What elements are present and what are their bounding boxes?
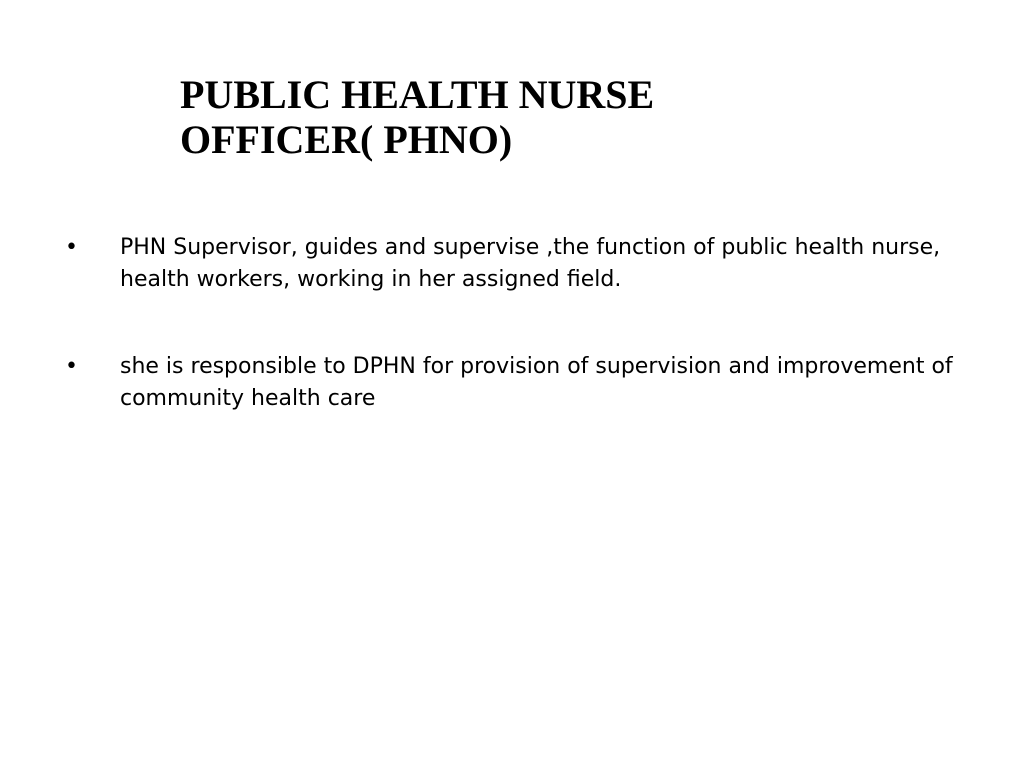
bullet-icon: •	[65, 354, 78, 379]
bullet-item-1	[62, 232, 962, 296]
slide-title	[160, 72, 840, 162]
bullet-text-1: PHN Supervisor, guides and supervise ,the function of public health nurse, health workers, working in her assigned field.	[120, 235, 941, 292]
title-line-2: OFFICER( PHNO)	[180, 117, 513, 162]
bullet-item-2	[62, 351, 962, 415]
bullet-icon: •	[65, 235, 78, 260]
title-line-1: PUBLIC HEALTH NURSE	[180, 72, 655, 117]
bullet-list	[62, 232, 962, 470]
bullet-text-2: she is responsible to DPHN for provision of supervision and improvement of community health care	[120, 354, 953, 411]
